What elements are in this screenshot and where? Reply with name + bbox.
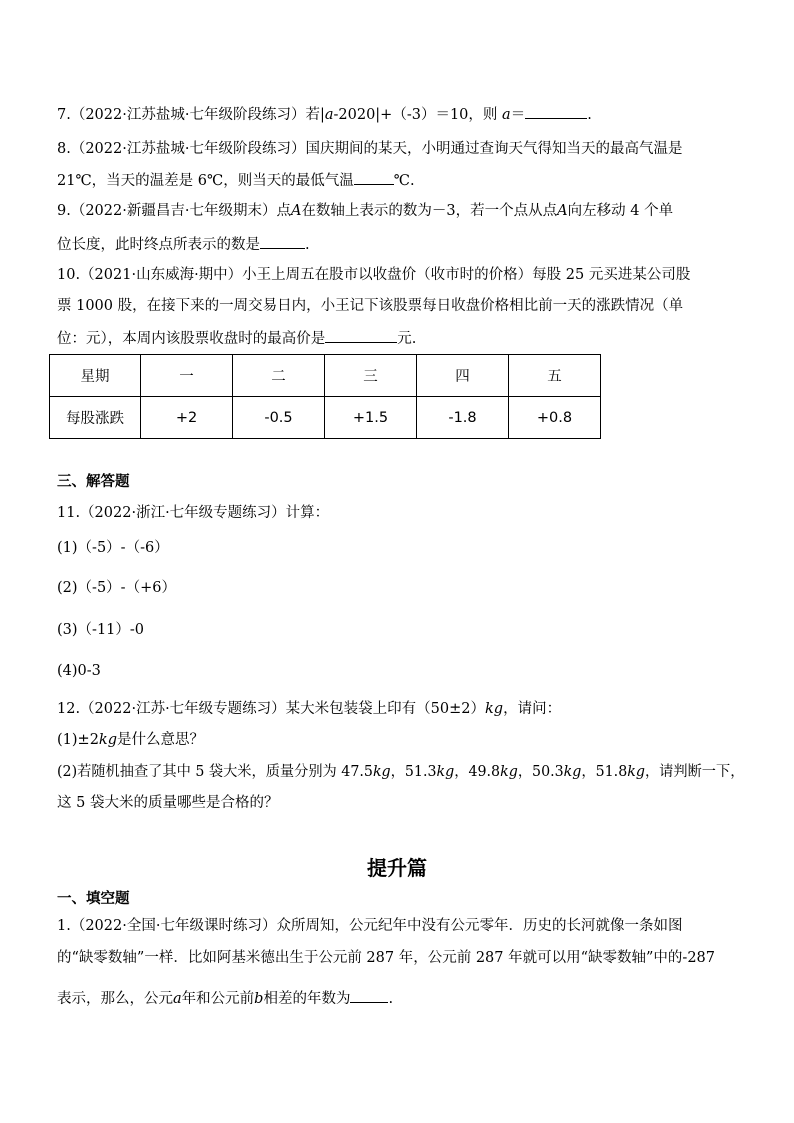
table-cell: 二 xyxy=(233,355,325,397)
table-header-row xyxy=(50,355,601,397)
answer-blank[interactable] xyxy=(354,169,394,185)
answer-blank[interactable] xyxy=(350,987,388,1003)
table-cell: 每股涨跌 xyxy=(50,397,141,439)
table-cell: 五 xyxy=(509,355,601,397)
table-cell: 星期 xyxy=(50,355,141,397)
stock-change-table xyxy=(49,354,601,439)
advanced-question-1-line-2: 的“缺零数轴”一样．比如阿基米德出生于公元前 287 年，公元前 287 年就可以用“缺零数轴”中的-287 xyxy=(57,950,716,966)
answer-blank[interactable] xyxy=(260,233,305,249)
question-9-line-1: 9.（2022·新疆昌吉·七年级期末）点A在数轴上表示的数为－3，若一个点从点A向左移动 4 个单 xyxy=(57,203,674,219)
table-cell: +1.5 xyxy=(325,397,417,439)
question-11-item: (1)（-5）-（-6） xyxy=(57,540,169,556)
question-12-part-2-line-2: 这 5 袋大米的质量哪些是合格的？ xyxy=(57,795,279,811)
section-heading-fill-blank: 一、填空题 xyxy=(57,890,130,907)
table-cell: -0.5 xyxy=(233,397,325,439)
table-cell: 四 xyxy=(417,355,509,397)
question-7: 7.（2022·江苏盐城·七年级阶段练习）若|a-2020|+（-3）＝10，则 a＝ . xyxy=(57,103,592,125)
answer-blank[interactable] xyxy=(325,327,397,343)
question-11-item: (3)（-11）-0 xyxy=(57,622,145,638)
question-12-part-1: (1)±2kg是什么意思？ xyxy=(57,732,204,748)
section-title: 提升篇 xyxy=(367,856,427,880)
section-heading-answers: 三、解答题 xyxy=(57,473,130,490)
table-cell: 三 xyxy=(325,355,417,397)
question-8-line-2: 21℃，当天的温差是 6℃，则当天的最低气温 ℃. xyxy=(57,169,415,191)
question-10-line-2: 票 1000 股，在接下来的一周交易日内，小王记下该股票每日收盘价格相比前一天的涨跌情况（单 xyxy=(57,298,684,314)
advanced-question-1-line-1: 1.（2022·全国·七年级课时练习）众所周知，公元纪年中没有公元零年．历史的长河就像一条如图 xyxy=(57,918,683,934)
answer-blank[interactable] xyxy=(525,103,587,119)
question-8-line-1: 8.（2022·江苏盐城·七年级阶段练习）国庆期间的某天，小明通过查询天气得知当天的最高气温是 xyxy=(57,141,683,157)
question-9-line-2: 位长度，此时终点所表示的数是 . xyxy=(57,233,310,255)
question-12-stem: 12.（2022·江苏·七年级专题练习）某大米包装袋上印有（50±2）kg，请问： xyxy=(57,701,562,717)
question-11-item: (4)0-3 xyxy=(57,663,101,679)
question-10-line-1: 10.（2021·山东威海·期中）小王上周五在股市以收盘价（收市时的价格）每股 25 元买进某公司股 xyxy=(57,267,691,283)
question-11-item: (2)（-5）-（+6） xyxy=(57,580,176,596)
question-10-line-3: 位：元），本周内该股票收盘时的最高价是 元. xyxy=(57,327,416,349)
table-cell: 一 xyxy=(141,355,233,397)
table-cell: +0.8 xyxy=(509,397,601,439)
advanced-question-1-line-3: 表示，那么，公元a年和公元前b相差的年数为 . xyxy=(57,987,393,1009)
question-11-stem: 11.（2022·浙江·七年级专题练习）计算： xyxy=(57,505,330,521)
table-cell: +2 xyxy=(141,397,233,439)
table-row xyxy=(50,397,601,439)
table-cell: -1.8 xyxy=(417,397,509,439)
question-12-part-2: (2)若随机抽查了其中 5 袋大米，质量分别为 47.5kg，51.3kg，49.8kg，50.3kg，51.8kg，请判断一下， xyxy=(57,764,745,780)
